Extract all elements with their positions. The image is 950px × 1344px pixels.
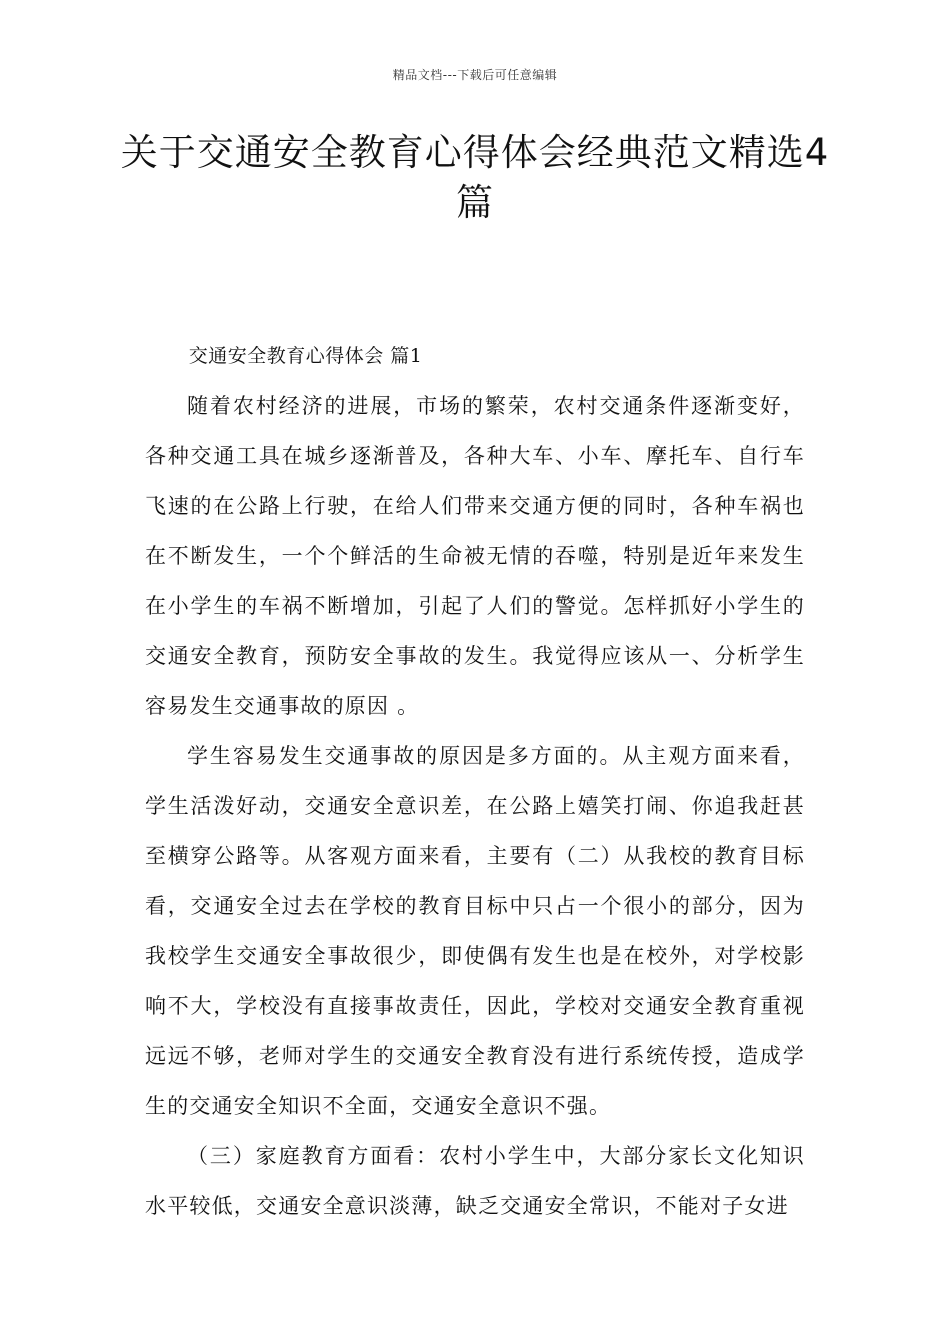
paragraph-3: （三）家庭教育方面看：农村小学生中，大部分家长文化知识水平较低，交通安全意识淡薄，缺乏交通安全常识，不能对子女进 <box>145 1144 805 1218</box>
document-body <box>145 331 805 1231</box>
section-heading: 交通安全教育心得体会 篇1 <box>188 345 423 367</box>
paragraph-2: 学生容易发生交通事故的原因是多方面的。从主观方面来看，学生活泼好动，交通安全意识差，在公路上嬉笑打闹、你追我赶甚至横穿公路等。从客观方面来看，主要有（二）从我校的教育目标看，交通安全过去在学校的教育目标中只占一个很小的部分，因为我校学生交通安全事故很少，即使偶有发生也是在校外，对学校影响不大，学校没有直接事故责任，因此，学校对交通安全教育重视远远不够，老师对学生的交通安全教育没有进行系统传授，造成学生的交通安全知识不全面，交通安全意识不强。 <box>145 744 805 1118</box>
document-title: 关于交通安全教育心得体会经典范文精选4篇 <box>120 131 830 224</box>
header-note: 精品文档---下载后可任意编辑 <box>392 68 558 82</box>
paragraph-1: 随着农村经济的进展，市场的繁荣，农村交通条件逐渐变好，各种交通工具在城乡逐渐普及，各种大车、小车、摩托车、自行车飞速的在公路上行驶，在给人们带来交通方便的同时，各种车祸也在不断发生，一个个鲜活的生命被无情的吞噬，特别是近年来发生在小学生的车祸不断增加，引起了人们的警觉。怎样抓好小学生的交通安全教育，预防安全事故的发生。我觉得应该从一、分析学生容易发生交通事故的原因 。 <box>145 394 805 718</box>
